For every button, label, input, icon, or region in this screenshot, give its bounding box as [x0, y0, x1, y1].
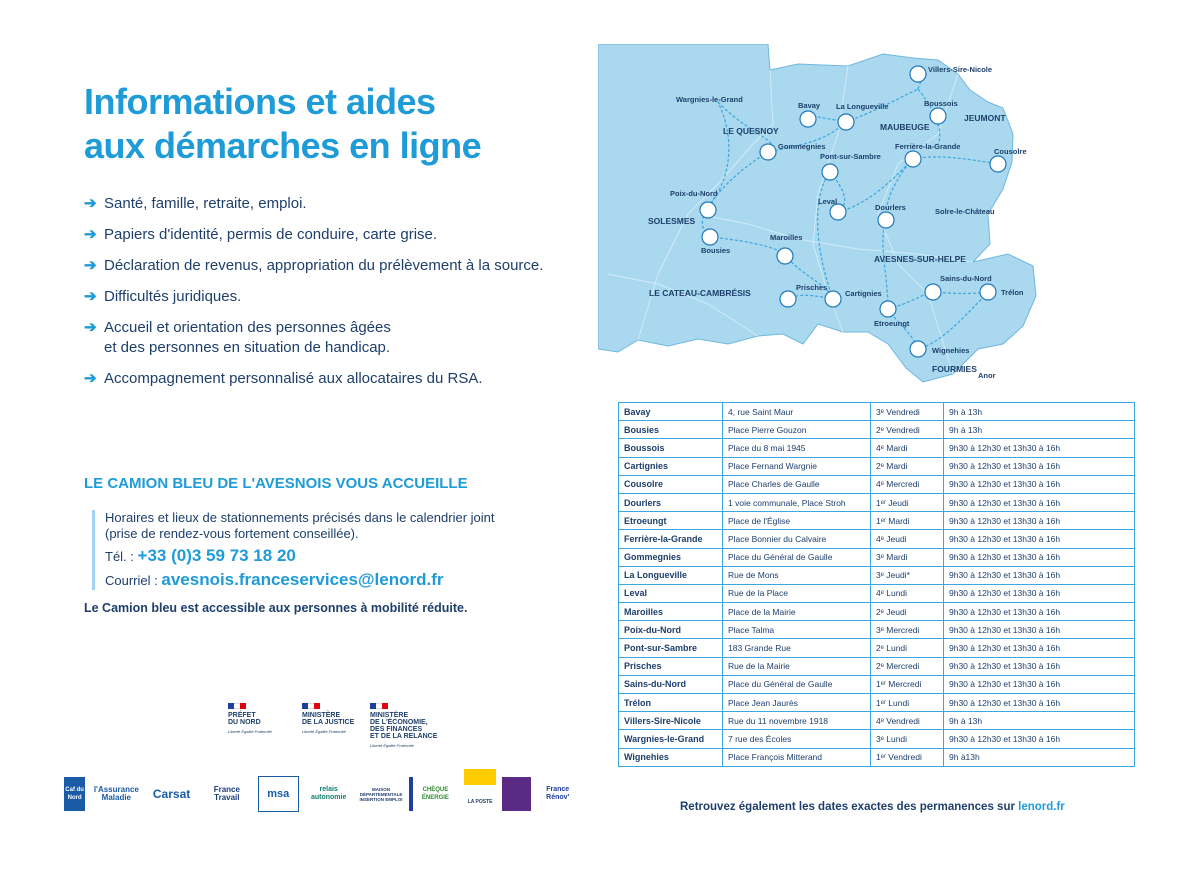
economie-logo — [370, 703, 437, 749]
map-label-jeumont: JEUMONT — [964, 113, 1006, 123]
commune-cell: Maroilles — [619, 603, 723, 621]
justice-line2: DE LA JUSTICE — [302, 719, 355, 726]
economie-line1: MINISTÈRE — [370, 712, 409, 719]
address-cell: Place de la Mairie — [723, 603, 871, 621]
bus-stop-icon — [910, 66, 926, 82]
commune-cell: Bousies — [619, 421, 723, 439]
day-cell: 2ᵉ Mardi — [871, 457, 944, 475]
motto: Liberté Égalité Fraternité — [302, 729, 346, 734]
hours-cell: 9h30 à 12h30 et 13h30 à 16h — [944, 603, 1135, 621]
bus-stop-icon — [825, 291, 841, 307]
table-row — [619, 748, 1135, 766]
map-label-maubeuge: MAUBEUGE — [880, 122, 930, 132]
economie-line3: DES FINANCES — [370, 726, 423, 733]
commune-cell: Ferrière-la-Grande — [619, 530, 723, 548]
table-row — [619, 493, 1135, 511]
day-cell: 2ᵉ Jeudi — [871, 603, 944, 621]
address-cell: 7 rue des Écoles — [723, 730, 871, 748]
hours-cell: 9h30 à 12h30 et 13h30 à 16h — [944, 621, 1135, 639]
economie-line2: DE L'ÉCONOMIE, — [370, 719, 428, 726]
day-cell: 3ᵉ Mardi — [871, 548, 944, 566]
carsat-logo: Carsat — [152, 787, 191, 801]
partner-logos — [64, 776, 584, 812]
list-item: ➔ Accompagnement personnalisé aux allocataires du RSA. — [84, 370, 483, 387]
hours-cell: 9h à13h — [944, 748, 1135, 766]
bus-stop-icon — [702, 229, 718, 245]
day-cell: 3ᵉ Mercredi — [871, 621, 944, 639]
bus-stop-icon — [800, 111, 816, 127]
mdie-logo: MAISON DÉPARTEMENTALE INSERTION EMPLOI — [359, 786, 403, 802]
commune-cell: Leval — [619, 584, 723, 602]
bus-stop-icon — [930, 108, 946, 124]
caf-logo: Caf du Nord — [64, 777, 85, 811]
day-cell: 2ᵉ Lundi — [871, 639, 944, 657]
list-item: ➔ Papiers d'identité, permis de conduire, carte grise. — [84, 226, 438, 243]
arrow-right-icon: ➔ — [84, 257, 97, 274]
map-label-anor: Anor — [978, 371, 996, 380]
table-row — [619, 548, 1135, 566]
day-cell: 1ᵉʳ Jeudi — [871, 493, 944, 511]
table-row — [619, 603, 1135, 621]
address-cell: Rue de la Mairie — [723, 657, 871, 675]
schedule-table — [618, 402, 1135, 767]
bus-stop-icon — [838, 114, 854, 130]
bus-stop-icon — [925, 284, 941, 300]
table-row — [619, 457, 1135, 475]
table-row — [619, 566, 1135, 584]
schedule-note: Horaires et lieux de stationnements précisés dans le calendrier joint — [105, 510, 495, 525]
map-label-ferriere: Ferrière-la-Grande — [895, 142, 961, 151]
address-cell: Place Charles de Gaulle — [723, 475, 871, 493]
commune-cell: Cartignies — [619, 457, 723, 475]
bus-stop-icon — [880, 301, 896, 317]
map-label-prisches: Prisches — [796, 283, 828, 292]
hours-cell: 9h30 à 12h30 et 13h30 à 16h — [944, 548, 1135, 566]
commune-cell: Wignehies — [619, 748, 723, 766]
address-cell: Place du Général de Gaulle — [723, 548, 871, 566]
page-title-line1: Informations et aides — [84, 81, 436, 122]
table-row — [619, 675, 1135, 693]
bus-stop-icon — [780, 291, 796, 307]
map-label-pontsursambre: Pont-sur-Sambre — [820, 152, 881, 161]
commune-cell: Poix-du-Nord — [619, 621, 723, 639]
address-cell: 1 voie communale, Place Stroh — [723, 493, 871, 511]
commune-cell: Etroeungt — [619, 512, 723, 530]
list-item: ➔ Accueil et orientation des personnes âgées et des personnes en situation de handicap. — [84, 319, 391, 356]
address-cell: Rue de Mons — [723, 566, 871, 584]
table-row — [619, 584, 1135, 602]
map-label-cousolre: Cousolre — [994, 147, 1027, 156]
hours-cell: 9h30 à 12h30 et 13h30 à 16h — [944, 493, 1135, 511]
flag-icon — [302, 703, 320, 709]
prefet-line2: DU NORD — [228, 719, 261, 726]
hours-cell: 9h30 à 12h30 et 13h30 à 16h — [944, 675, 1135, 693]
map-label-bousies: Bousies — [701, 246, 731, 255]
hours-cell: 9h30 à 12h30 et 13h30 à 16h — [944, 530, 1135, 548]
phone-row — [105, 546, 575, 566]
assurance-maladie-logo: l'Assurance Maladie — [93, 785, 139, 802]
map-label-lalongueville: La Longueville — [836, 102, 889, 111]
motto: Liberté Égalité Fraternité — [228, 729, 272, 734]
commune-cell: Prisches — [619, 657, 723, 675]
email-label: Courriel : — [105, 573, 158, 588]
address-cell: 183 Grande Rue — [723, 639, 871, 657]
table-row — [619, 730, 1135, 748]
phone-label: Tél. : — [105, 549, 134, 564]
bus-stop-icon — [822, 164, 838, 180]
footer-note — [680, 801, 1065, 813]
map-label-boussois: Boussois — [924, 99, 958, 108]
map-label-solesmes: SOLESMES — [648, 216, 696, 226]
footer-text: Retrouvez également les dates exactes des permanences sur — [680, 801, 1019, 813]
france-travail-logo: France Travail — [213, 785, 240, 802]
day-cell: 2ᵉ Mercredi — [871, 657, 944, 675]
address-cell: Place de l'Église — [723, 512, 871, 530]
map-label-lecateau: LE CATEAU-CAMBRÉSIS — [649, 288, 751, 298]
list-item: ➔ Santé, famille, retraite, emploi. — [84, 195, 307, 212]
address-cell: Place du 8 mai 1945 — [723, 439, 871, 457]
map-label-dourlers: Dourlers — [875, 203, 906, 212]
hours-cell: 9h30 à 12h30 et 13h30 à 16h — [944, 457, 1135, 475]
commune-cell: Boussois — [619, 439, 723, 457]
hours-cell: 9h30 à 12h30 et 13h30 à 16h — [944, 730, 1135, 748]
day-cell: 2ᵉ Vendredi — [871, 421, 944, 439]
motto: Liberté Égalité Fraternité — [370, 743, 414, 748]
france-renov-logo: France Rénov' — [546, 786, 570, 801]
table-row — [619, 712, 1135, 730]
map-label-trelon: Trélon — [1001, 288, 1024, 297]
appointment-note: (prise de rendez-vous fortement conseillée). — [105, 526, 359, 541]
map-label-poixdunord: Poix-du-Nord — [670, 189, 718, 198]
day-cell: 4ᵉ Lundi — [871, 584, 944, 602]
map-label-maroilles: Maroilles — [770, 233, 803, 242]
address-cell: Rue de la Place — [723, 584, 871, 602]
table-row — [619, 621, 1135, 639]
address-cell: Place Jean Jaurès — [723, 694, 871, 712]
hours-cell: 9h30 à 12h30 et 13h30 à 16h — [944, 657, 1135, 675]
bus-stop-icon — [910, 341, 926, 357]
commune-cell: La Longueville — [619, 566, 723, 584]
day-cell: 4ᵉ Mardi — [871, 439, 944, 457]
la-poste-logo: LA POSTE — [464, 769, 497, 819]
hours-cell: 9h à 13h — [944, 712, 1135, 730]
accessibility-note: Le Camion bleu est accessible aux personnes à mobilité réduite. — [84, 601, 468, 615]
hours-cell: 9h à 13h — [944, 403, 1135, 421]
flag-icon — [370, 703, 388, 709]
bus-stop-icon — [980, 284, 996, 300]
msa-logo: msa — [258, 776, 299, 812]
bus-stop-icon — [777, 248, 793, 264]
arrow-right-icon: ➔ — [84, 370, 97, 387]
page-title-line2: aux démarches en ligne — [84, 125, 482, 166]
map-label-avesnes: AVESNES-SUR-HELPE — [874, 254, 966, 264]
bus-stop-icon — [905, 151, 921, 167]
address-cell: Place Talma — [723, 621, 871, 639]
table-row — [619, 512, 1135, 530]
list-item: ➔ Difficultés juridiques. — [84, 288, 242, 305]
hours-cell: 9h30 à 12h30 et 13h30 à 16h — [944, 512, 1135, 530]
arrow-right-icon: ➔ — [84, 319, 97, 336]
day-cell: 3ᵉ Vendredi — [871, 403, 944, 421]
camion-heading: LE CAMION BLEU DE L'AVESNOIS VOUS ACCUEILLE — [84, 475, 468, 492]
commune-cell: Trélon — [619, 694, 723, 712]
commune-cell: Sains-du-Nord — [619, 675, 723, 693]
commune-cell: Cousolre — [619, 475, 723, 493]
partner-badge-icon — [502, 777, 531, 811]
email-row — [105, 570, 575, 590]
address-cell: Place Fernand Wargnie — [723, 457, 871, 475]
address-cell: 4, rue Saint Maur — [723, 403, 871, 421]
map-label-fourmies: FOURMIES — [932, 364, 977, 374]
address-cell: Place Bonnier du Calvaire — [723, 530, 871, 548]
address-cell: Place du Général de Gaulle — [723, 675, 871, 693]
hours-cell: 9h30 à 12h30 et 13h30 à 16h — [944, 584, 1135, 602]
lenord-link[interactable]: lenord.fr — [1018, 801, 1065, 813]
map-label-sainsdunord: Sains-du-Nord — [940, 274, 992, 283]
hours-cell: 9h30 à 12h30 et 13h30 à 16h — [944, 475, 1135, 493]
table-row — [619, 639, 1135, 657]
day-cell: 1ᵉʳ Mercredi — [871, 675, 944, 693]
hours-cell: 9h30 à 12h30 et 13h30 à 16h — [944, 439, 1135, 457]
map-label-etroeungt: Etroeungt — [874, 319, 910, 328]
commune-cell: Gommegnies — [619, 548, 723, 566]
hours-cell: 9h30 à 12h30 et 13h30 à 16h — [944, 639, 1135, 657]
services-list — [84, 194, 584, 400]
table-row — [619, 657, 1135, 675]
hours-cell: 9h30 à 12h30 et 13h30 à 16h — [944, 694, 1135, 712]
address-cell: Rue du 11 novembre 1918 — [723, 712, 871, 730]
justice-line1: MINISTÈRE — [302, 712, 341, 719]
map-label-bavay: Bavay — [798, 101, 821, 110]
economie-line4: ET DE LA RELANCE — [370, 733, 438, 740]
commune-cell: Bavay — [619, 403, 723, 421]
flag-icon — [228, 703, 246, 709]
day-cell: 3ᵉ Jeudi* — [871, 566, 944, 584]
page-title — [84, 80, 481, 168]
map-label-wargnies: Wargnies-le-Grand — [676, 95, 743, 104]
table-row — [619, 475, 1135, 493]
day-cell: 4ᵉ Jeudi — [871, 530, 944, 548]
hours-cell: 9h à 13h — [944, 421, 1135, 439]
map-label-leval: Leval — [818, 197, 838, 206]
day-cell: 1ᵉʳ Lundi — [871, 694, 944, 712]
day-cell: 4ᵉ Mercredi — [871, 475, 944, 493]
address-cell: Place Pierre Gouzon — [723, 421, 871, 439]
map-label-solrelechateau: Solre-le-Château — [935, 207, 995, 216]
relais-autonomie-logo: relais autonomie — [310, 786, 347, 801]
phone-number[interactable]: +33 (0)3 59 73 18 20 — [137, 546, 296, 565]
table-row — [619, 403, 1135, 421]
email-link[interactable]: avesnois.franceservices@lenord.fr — [161, 570, 444, 589]
commune-cell: Dourlers — [619, 493, 723, 511]
commune-cell: Wargnies-le-Grand — [619, 730, 723, 748]
commune-cell: Pont-sur-Sambre — [619, 639, 723, 657]
arrow-right-icon: ➔ — [84, 288, 97, 305]
day-cell: 1ᵉʳ Mardi — [871, 512, 944, 530]
prefet-logo — [228, 703, 272, 735]
cheque-energie-logo: CHÈQUE ÉNERGIE — [409, 777, 457, 811]
bus-stop-icon — [878, 212, 894, 228]
map-label-villers: Villers-Sire-Nicole — [928, 65, 993, 74]
bus-stop-icon — [990, 156, 1006, 172]
commune-cell: Villers-Sire-Nicole — [619, 712, 723, 730]
bus-stop-icon — [760, 144, 776, 160]
day-cell: 1ᵉʳ Vendredi — [871, 748, 944, 766]
justice-logo — [302, 703, 354, 735]
route-map — [598, 44, 1058, 384]
map-label-wignehies: Wignehies — [932, 346, 970, 355]
table-row — [619, 439, 1135, 457]
hours-cell: 9h30 à 12h30 et 13h30 à 16h — [944, 566, 1135, 584]
arrow-right-icon: ➔ — [84, 226, 97, 243]
day-cell: 4ᵉ Vendredi — [871, 712, 944, 730]
list-item: ➔ Déclaration de revenus, appropriation du prélèvement à la source. — [84, 257, 544, 274]
table-row — [619, 421, 1135, 439]
map-label-cartignies: Cartignies — [845, 289, 882, 298]
bus-stop-icon — [830, 204, 846, 220]
map-label-gommegnies: Gommegnies — [778, 142, 826, 151]
map-label-lequesnoy: LE QUESNOY — [723, 126, 779, 136]
prefet-line1: PRÉFET — [228, 712, 256, 719]
day-cell: 3ᵉ Lundi — [871, 730, 944, 748]
bus-stop-icon — [700, 202, 716, 218]
table-row — [619, 694, 1135, 712]
contact-info — [92, 510, 575, 590]
address-cell: Place François Mitterand — [723, 748, 871, 766]
arrow-right-icon: ➔ — [84, 195, 97, 212]
table-row — [619, 530, 1135, 548]
